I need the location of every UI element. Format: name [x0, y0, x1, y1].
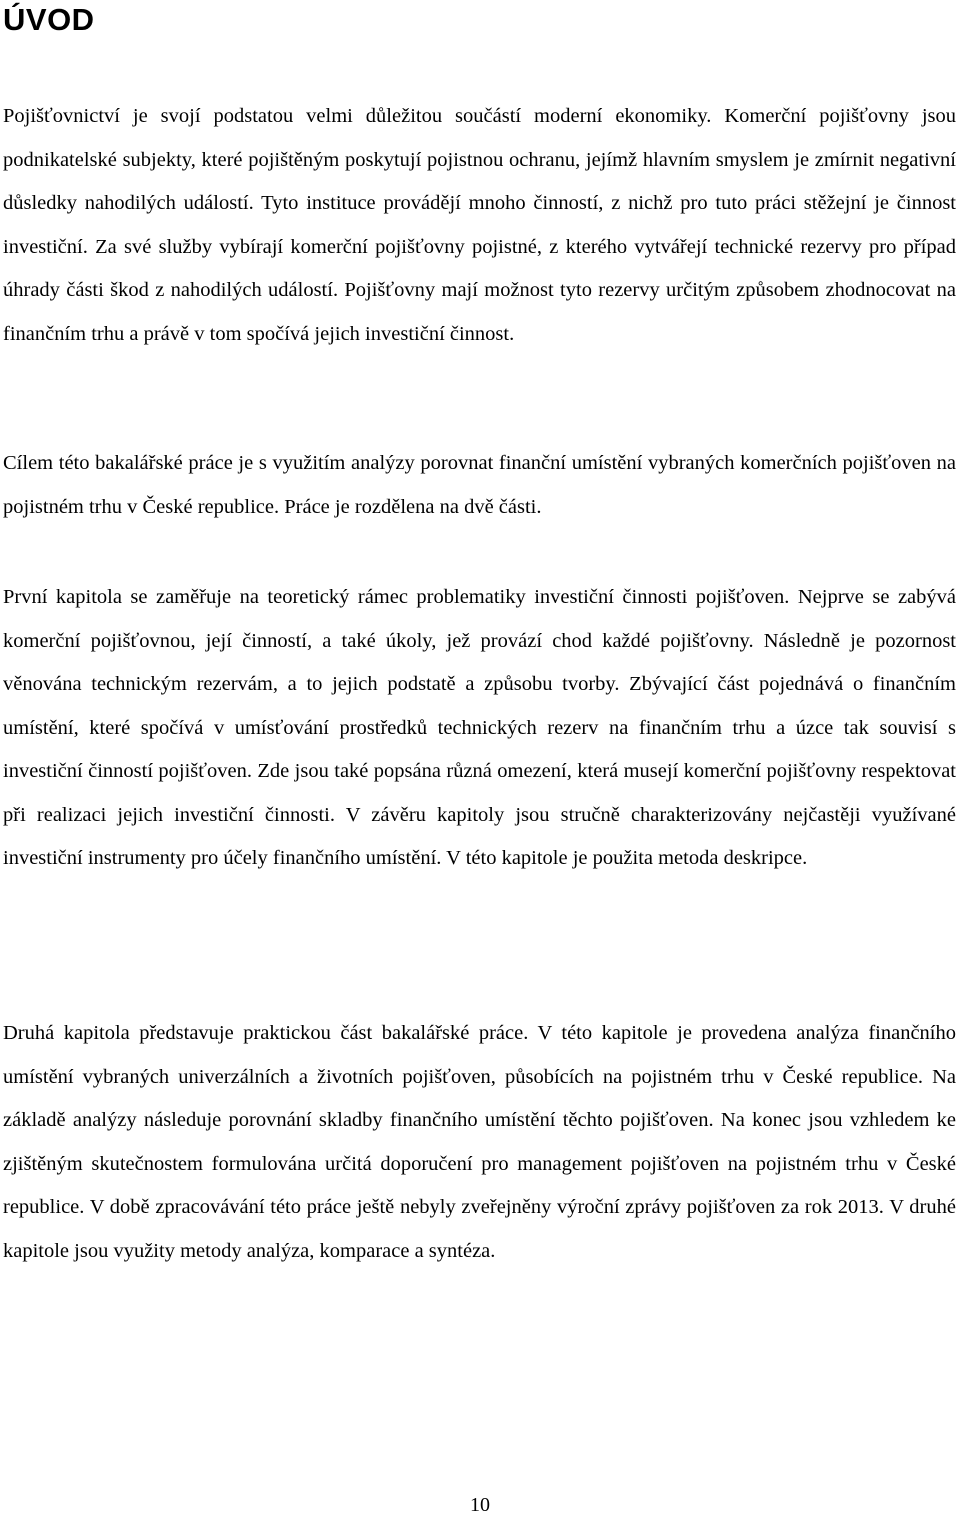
paragraph-first-chapter: První kapitola se zaměřuje na teoretický rámec problematiky investiční činnosti pojišťoven. Nejprve se zabývá komerční pojišťovnou, její činností, a také úkoly, jež provází chod každé pojišťovny. Následně je pozornost věnována technickým rezervám, a to jejich podstatě a způsobu tvorby. Zbývající část pojednává o finančním umístění, které spočívá v umísťování prostředků technických rezerv na finančním trhu a úzce tak souvisí s investiční činností pojišťoven. Zde jsou také popsána různá omezení, která musejí komerční pojišťovny respektovat při realizaci jejich investiční činnosti. V závěru kapitoly jsou stručně charakterizovány nejčastěji využívané investiční instrumenty pro účely finančního umístění. V této kapitole je použita metoda deskripce.: [3, 586, 956, 869]
paragraph-second-chapter: Druhá kapitola představuje praktickou část bakalářské práce. V této kapitole je provedena analýza finančního umístění vybraných univerzálních a životních pojišťoven, působících na pojistném trhu v České republice. Na základě analýzy následuje porovnání skladby finančního umístění těchto pojišťoven. Na konec jsou vzhledem ke zjištěným skutečnostem formulována určitá doporučení pro management pojišťoven na pojistném trhu v České republice. V době zpracovávání této práce ještě nebyly zveřejněny výroční zprávy pojišťoven za rok 2013. V druhé kapitole jsou využity metody analýza, komparace a syntéza.: [3, 1022, 956, 1262]
paragraph-goal: Cílem této bakalářské práce je s využitím analýzy porovnat finanční umístění vybraných komerčních pojišťoven na pojistném trhu v České republice. Práce je rozdělena na dvě části.: [3, 452, 956, 518]
page-number: 10: [470, 1494, 490, 1516]
paragraph-introduction: Pojišťovnictví je svojí podstatou velmi důležitou součástí moderní ekonomiky. Komerční pojišťovny jsou podnikatelské subjekty, které pojištěným poskytují pojistnou ochranu, jejímž hlavním smyslem je zmírnit negativní důsledky nahodilých událostí. Tyto instituce provádějí mnoho činností, z nichž pro tuto práci stěžejní je činnost investiční. Za své služby vybírají komerční pojišťovny pojistné, z kterého vytvářejí technické rezervy pro případ úhrady části škod z nahodilých událostí. Pojišťovny mají možnost tyto rezervy určitým způsobem zhodnocovat na finančním trhu a právě v tom spočívá jejich investiční činnost.: [3, 105, 956, 345]
section-heading: ÚVOD: [3, 2, 95, 37]
